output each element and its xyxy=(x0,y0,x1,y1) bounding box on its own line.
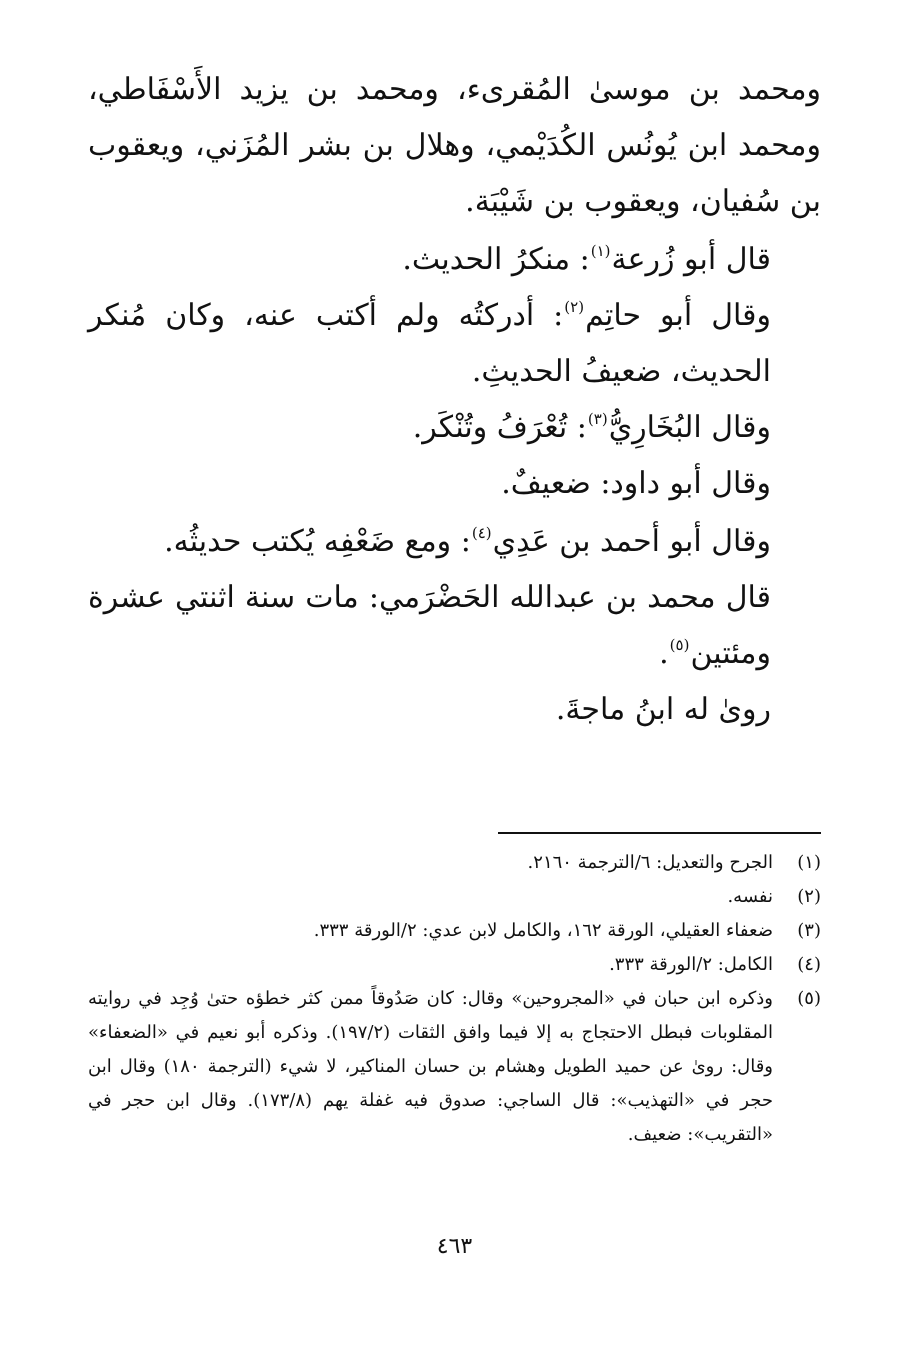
paragraph-ibn-adi xyxy=(88,514,821,570)
footnote-ref-4: (٤) xyxy=(471,524,492,542)
footnote-text: الجرح والتعديل: ٦/الترجمة ٢١٦٠. xyxy=(527,852,773,873)
paragraph-abu-hatim xyxy=(88,288,821,400)
paragraph-text: وقال أبو حاتِم xyxy=(585,298,771,333)
footnote-number: (٢) xyxy=(797,886,821,907)
paragraph-text: : ومع ضَعْفِه يُكتب حديثُه. xyxy=(164,524,471,559)
footnote-2 xyxy=(88,880,821,914)
footnote-4 xyxy=(88,948,821,982)
footnotes xyxy=(88,846,821,1152)
paragraph-abu-dawud: وقال أبو داود: ضعيفٌ. xyxy=(501,466,771,501)
footnote-number: (٣) xyxy=(797,920,821,941)
main-text xyxy=(88,62,821,738)
footnote-text: الكامل: ٢/الورقة ٣٣٣. xyxy=(609,954,773,975)
footnote-5 xyxy=(88,982,821,1152)
footnote-ref-5: (٥) xyxy=(669,636,690,654)
paragraph-ibn-majah: روىٰ له ابنُ ماجةَ. xyxy=(555,692,771,727)
paragraph-text: قال أبو زُرعة xyxy=(611,242,771,277)
paragraph-abu-zura xyxy=(88,232,821,288)
paragraph-text: وقال أبو أحمد بن عَدِي xyxy=(492,524,771,559)
paragraph-text: قال محمد بن عبدالله الحَضْرَمي: مات سنة اثنتي عشرة ومئتين xyxy=(88,580,771,671)
footnote-divider xyxy=(498,832,821,834)
footnote-number: (١) xyxy=(797,852,821,873)
footnote-text: نفسه. xyxy=(727,886,773,907)
footnote-ref-2: (٢) xyxy=(564,298,585,316)
paragraph-text: وقال البُخَارِيُّ xyxy=(608,410,771,445)
footnote-ref-1: (١) xyxy=(590,242,611,260)
paragraph-narrators: ومحمد بن موسىٰ المُقرىء، ومحمد بن يزيد الأَسْفَاطي، ومحمد ابن يُونُس الكُدَيْمي، وهلال بن بشر المُزَني، ويعقوب بن سُفيان، ويعقوب بن شَيْبَة. xyxy=(88,72,821,219)
footnote-number: (٥) xyxy=(797,988,821,1009)
page-number: ٤٦٣ xyxy=(436,1234,473,1259)
paragraph-bukhari xyxy=(88,400,821,456)
footnote-number: (٤) xyxy=(797,954,821,975)
footnote-text: وذكره ابن حبان في «المجروحين» وقال: كان صَدُوقاً ممن كثر خطؤه حتىٰ وُجِد في روايته المقلوبات فبطل الاحتجاج به إلا فيما وافق الثقات (١٩٧/٢). وذكره أبو نعيم في «الضعفاء» وقال: روىٰ عن حميد الطويل وهشام بن حسان المناكير، لا شيء (الترجمة ١٨٠) وقال ابن حجر في «التهذيب»: قال الساجي: صدوق فيه غفلة يهم (١٧٣/٨). وقال ابن حجر في «التقريب»: ضعيف. xyxy=(88,988,774,1145)
footnote-ref-3: (٣) xyxy=(587,410,608,428)
paragraph-text: . xyxy=(659,636,669,671)
footnote-text: ضعفاء العقيلي، الورقة ١٦٢، والكامل لابن عدي: ٢/الورقة ٣٣٣. xyxy=(313,920,773,941)
footnote-1 xyxy=(88,846,821,880)
paragraph-text: : تُعْرَفُ وتُنْكَر. xyxy=(412,410,587,445)
paragraph-hadrami xyxy=(88,570,821,682)
footnote-3 xyxy=(88,914,821,948)
paragraph-text: : أدركتُه ولم أكتب عنه، وكان مُنكر الحديث، ضعيفُ الحديثِ. xyxy=(88,298,771,389)
paragraph-text: : منكرُ الحديث. xyxy=(402,242,590,277)
